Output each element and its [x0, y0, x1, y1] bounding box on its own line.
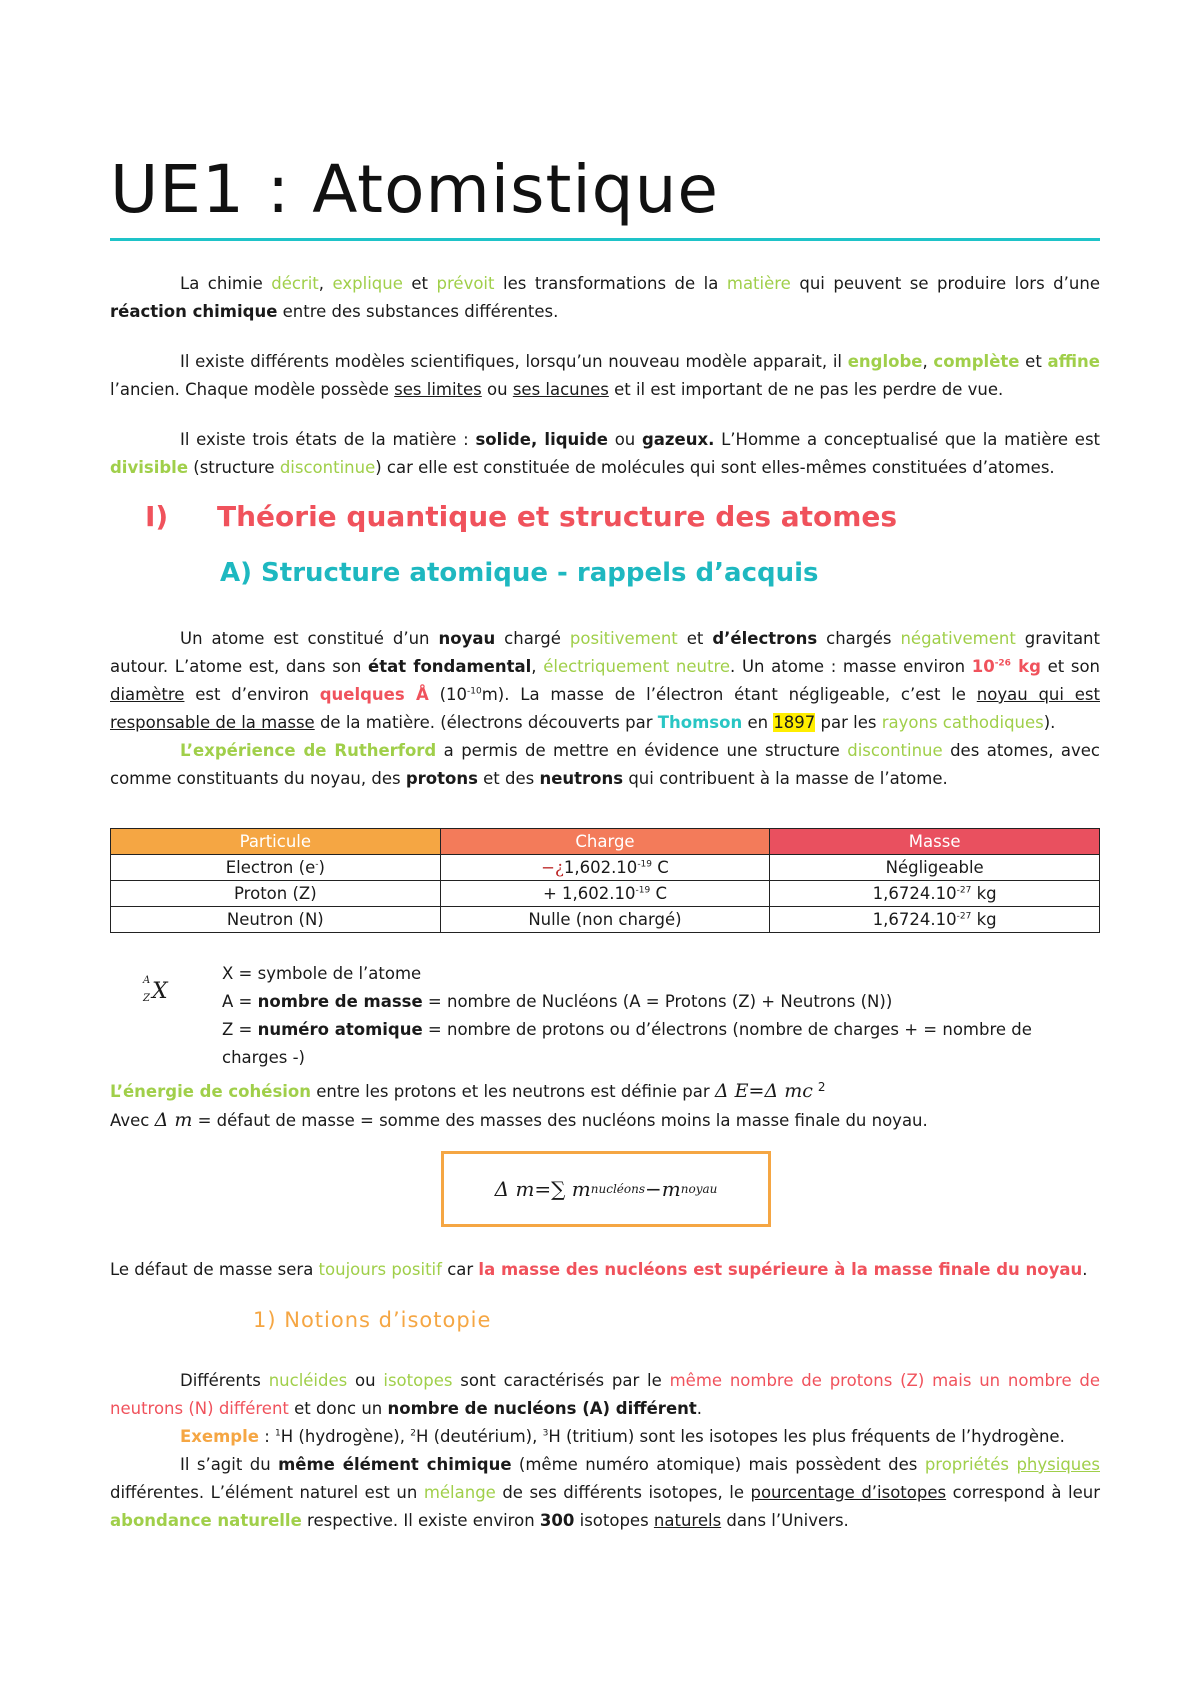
table-header: Particule [111, 829, 441, 855]
definition-z [222, 1016, 1092, 1072]
emphasis: la masse des nucléons est supérieure à la masse finale du noyau [478, 1260, 1083, 1279]
keyword: physiques [1016, 1455, 1100, 1474]
keyword: L’expérience de Rutherford [180, 741, 437, 760]
text: Un atome est constitué d’un [180, 629, 439, 648]
keyword: discontinue [279, 458, 376, 477]
atom-paragraph-1 [110, 625, 1100, 737]
keyword: discontinue [847, 741, 943, 760]
cell-text: Proton (Z) [234, 884, 317, 903]
table-row [111, 907, 1100, 933]
text: les transformations de la [494, 274, 727, 293]
table-row [111, 855, 1100, 881]
text: . Un atome : masse environ [730, 657, 972, 676]
text: respective. Il existe environ [301, 1511, 540, 1530]
nuclide-notation [138, 975, 178, 1015]
text: = nombre de Nucléons (A = Protons (Z) + Neutrons (N)) [422, 992, 893, 1011]
exponent: -19 [635, 885, 651, 896]
text: (structure [188, 458, 280, 477]
table-cell [770, 855, 1100, 881]
text: sont caractérisés par le [452, 1371, 670, 1390]
text: ou [607, 430, 642, 449]
keyword: mélange [423, 1483, 496, 1502]
keyword: explique [332, 274, 403, 293]
exponent: 1 [275, 1428, 281, 1439]
text: en [742, 713, 774, 732]
value: 10 [971, 657, 995, 676]
cell-text: Nulle (non chargé) [528, 910, 682, 929]
keyword: matière [726, 274, 791, 293]
text: de la matière. (électrons découverts par [314, 713, 658, 732]
bold-term: même élément chimique [278, 1455, 512, 1474]
table-cell [111, 881, 441, 907]
keyword: L’énergie de cohésion [110, 1082, 312, 1101]
cell-text: 1,6724.10 [872, 910, 957, 929]
bold-term: gazeux. [641, 430, 715, 449]
nuclide-definitions [222, 960, 1092, 1072]
cell-text: Négligeable [885, 858, 984, 877]
text: . [696, 1399, 703, 1418]
intro-paragraph-1 [110, 270, 1100, 326]
text: chargé [495, 629, 570, 648]
keyword: électriquement neutre [543, 657, 731, 676]
intro-paragraph-3 [110, 426, 1100, 482]
text: isotopes [574, 1511, 654, 1530]
section-title: Théorie quantique et structure des atomes [217, 500, 898, 533]
exponent: -27 [956, 911, 972, 922]
keyword: rayons cathodiques [881, 713, 1044, 732]
underlined-term: noyau qui est responsable de la masse [110, 685, 1100, 732]
text: Différents [180, 1371, 269, 1390]
keyword: toujours positif [318, 1260, 442, 1279]
text: correspond à leur [946, 1483, 1100, 1502]
keyword: divisible [110, 458, 189, 477]
cell-text: Neutron (N) [226, 910, 324, 929]
text: et [677, 629, 713, 648]
unit: kg [971, 884, 997, 903]
text: A = [222, 992, 258, 1011]
text: . [1082, 1260, 1088, 1279]
bold-term: solide, liquide [475, 430, 608, 449]
text: et donc un [288, 1399, 388, 1418]
cohesion-paragraph [110, 1073, 1100, 1135]
text: et [402, 274, 437, 293]
exponent: 2 [817, 1080, 826, 1094]
text: et son [1040, 657, 1101, 676]
text: ou [347, 1371, 384, 1390]
atom-paragraph-2 [110, 737, 1100, 793]
keyword: affine [1047, 352, 1100, 371]
text: chargés [817, 629, 901, 648]
formula-subscript: nucléons [590, 1182, 645, 1196]
keyword: négativement [900, 629, 1016, 648]
definition-a [222, 988, 1092, 1016]
keyword: positivement [569, 629, 678, 648]
equation: Δ E=Δ mc [714, 1080, 813, 1102]
text: , [531, 657, 544, 676]
text: entre des substances différentes. [277, 302, 559, 321]
text: dans l’Univers. [721, 1511, 849, 1530]
text: et [1019, 352, 1048, 371]
formula-term: −m [645, 1177, 681, 1201]
table-cell [770, 907, 1100, 933]
value: quelques Å [319, 685, 429, 704]
text: car [441, 1260, 479, 1279]
document-title: UE1 : Atomistique [110, 151, 720, 228]
text: ) car elle est constituée de molécules qui sont elles-mêmes constituées d’atomes. [375, 458, 1055, 477]
underlined-term: diamètre [110, 685, 185, 704]
text: différentes. L’élément naturel est un [110, 1483, 424, 1502]
text: Avec [110, 1111, 155, 1130]
table-cell [440, 855, 770, 881]
subsection-heading-isotopes: 1) Notions d’isotopie [253, 1308, 492, 1332]
particles-table [110, 828, 1100, 933]
keyword: complète [933, 352, 1020, 371]
subsection-heading-a: A) Structure atomique - rappels d’acquis [220, 558, 819, 588]
table-header: Masse [770, 829, 1100, 855]
isotopes-paragraph-2 [110, 1451, 1100, 1535]
mass-defect-formula [441, 1151, 771, 1227]
text: des atomes, avec comme constituants du noyau, des [110, 741, 1100, 788]
bold-term: nombre de nucléons (A) différent [387, 1399, 697, 1418]
text: et des [477, 769, 540, 788]
isotopes-paragraph-1 [110, 1367, 1100, 1423]
bold-term: noyau [438, 629, 496, 648]
unit: C [650, 884, 667, 903]
text: et il est important de ne pas les perdre de vue. [608, 380, 1004, 399]
mass-number-symbol: A [143, 975, 151, 986]
text: La chimie [180, 274, 272, 293]
section-number: I) [145, 500, 169, 533]
emphasis: même nombre de protons (Z) mais un nombre de neutrons (N) différent [110, 1371, 1101, 1418]
math-symbol: Δ m [154, 1109, 193, 1131]
keyword: nucléides [268, 1371, 348, 1390]
bold-term: réaction chimique [110, 302, 278, 321]
section-heading-1 [145, 500, 897, 533]
underlined-term: pourcentage d’isotopes [750, 1483, 947, 1502]
unit: kg [1010, 657, 1041, 676]
exponent: -27 [956, 885, 972, 896]
text: qui peuvent se produire lors d’une [790, 274, 1100, 293]
atomic-number-symbol: Z [143, 993, 150, 1004]
bold-term: nombre de masse [257, 992, 423, 1011]
text: , [922, 352, 934, 371]
text: = défaut de masse = somme des masses des nucléons moins la masse finale du noyau. [192, 1111, 928, 1130]
intro-paragraph-2 [110, 348, 1100, 404]
table-header: Charge [440, 829, 770, 855]
cell-text: 1,602.10 [563, 858, 638, 877]
math-symbol: −¿ [541, 858, 564, 877]
formula-lhs: Δ m=∑ m [494, 1177, 591, 1201]
bold-term: numéro atomique [257, 1020, 423, 1039]
bold-term: 300 [539, 1511, 575, 1530]
table-cell [770, 881, 1100, 907]
text: = nombre de protons ou d’électrons (nombre de charges + = nombre de charges -) [222, 1020, 1032, 1067]
cell-text: Electron (e [225, 858, 316, 877]
text: H (hydrogène), [280, 1427, 411, 1446]
mass-defect-paragraph [110, 1256, 1100, 1284]
exponent: - [315, 859, 319, 870]
text: est d’environ [184, 685, 320, 704]
unit: kg [971, 910, 997, 929]
text: qui contribuent à la masse de l’atome. [623, 769, 948, 788]
underlined-term: naturels [653, 1511, 722, 1530]
cell-text: ) [318, 858, 325, 877]
bold-term: d’électrons [712, 629, 818, 648]
unit: C [652, 858, 669, 877]
keyword: englobe [847, 352, 923, 371]
underlined-term: ses lacunes [512, 380, 609, 399]
text: par les [815, 713, 882, 732]
text: L’Homme a conceptualisé que la matière est [714, 430, 1101, 449]
cell-text: 1,6724.10 [872, 884, 957, 903]
definition-x: X = symbole de l’atome [222, 964, 422, 983]
table-row [111, 881, 1100, 907]
text: H (deutérium), [415, 1427, 543, 1446]
underlined-term: ses limites [394, 380, 482, 399]
exponent: -10 [467, 686, 482, 697]
table-header-row [111, 829, 1100, 855]
text: m). La masse de l’électron étant négligeable, c’est le [481, 685, 977, 704]
bold-term: neutrons [539, 769, 624, 788]
example-label: Exemple [180, 1427, 259, 1446]
text: Le défaut de masse sera [110, 1260, 319, 1279]
text: (même numéro atomique) mais possèdent des [511, 1455, 925, 1474]
text: (10 [428, 685, 468, 704]
keyword: prévoit [436, 274, 495, 293]
text: Il existe trois états de la matière : [180, 430, 476, 449]
highlighted-year: 1897 [773, 713, 816, 732]
text: Z = [222, 1020, 258, 1039]
text: ou [481, 380, 513, 399]
text: de ses différents isotopes, le [495, 1483, 751, 1502]
cell-text: + 1,602.10 [542, 884, 636, 903]
text: entre les protons et les neutrons est définie par [311, 1082, 715, 1101]
bold-term: protons [405, 769, 478, 788]
text: H (tritium) sont les isotopes les plus fréquents de l’hydrogène. [548, 1427, 1065, 1446]
table-cell [440, 907, 770, 933]
exponent: -19 [637, 859, 653, 870]
exponent: 3 [542, 1428, 549, 1439]
element-symbol: X [152, 979, 168, 1004]
exponent: 2 [410, 1428, 416, 1439]
text: : [258, 1427, 276, 1446]
text: l’ancien. Chaque modèle possède [110, 380, 395, 399]
name: Thomson [657, 713, 743, 732]
text: ). [1043, 713, 1056, 732]
bold-term: état fondamental [368, 657, 532, 676]
keyword: isotopes [383, 1371, 453, 1390]
text: Il s’agit du [180, 1455, 279, 1474]
text: a permis de mettre en évidence une structure [436, 741, 848, 760]
text: Il existe différents modèles scientifiques, lorsqu’un nouveau modèle apparait, il [180, 352, 848, 371]
exponent: -26 [994, 658, 1011, 669]
isotopes-example [110, 1423, 1100, 1451]
table-cell [111, 907, 441, 933]
keyword: abondance naturelle [110, 1511, 302, 1530]
text: , [318, 274, 333, 293]
keyword: propriétés [924, 1455, 1010, 1474]
text: gravitant autour. L’atome est, dans son [110, 629, 1100, 676]
title-underline [110, 238, 1100, 241]
formula-subscript: noyau [680, 1182, 718, 1196]
table-cell [111, 855, 441, 881]
table-cell [440, 881, 770, 907]
keyword: décrit [271, 274, 319, 293]
